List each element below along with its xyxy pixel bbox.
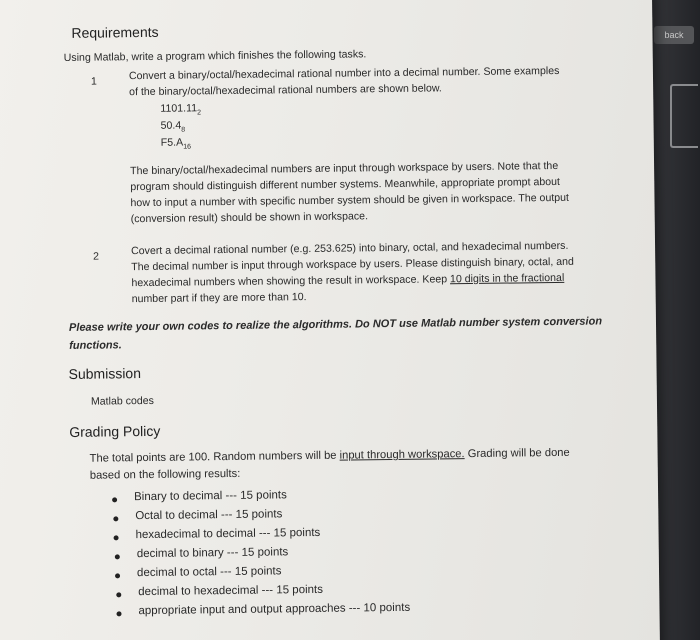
grading-para-line-2: based on the following results: — [89, 467, 241, 482]
bullet-dot — [113, 516, 118, 521]
grading-bullet: decimal to hexadecimal --- 15 points — [116, 584, 323, 599]
grading-bullet: decimal to octal --- 15 points — [115, 565, 282, 579]
bullet-dot — [115, 573, 120, 578]
grading-para-line-1: The total points are 100. Random numbers will be input through workspace. Grading will be done — [89, 446, 570, 465]
example-hex: $F5.A_{16}$ — [160, 136, 192, 151]
requirements-intro: Using Matlab, write a program which finishes the following tasks. — [63, 48, 367, 64]
bullet-dot — [116, 611, 121, 616]
fractional-digits-underline: 10 digits in the fractional — [449, 271, 565, 286]
grading-bullet: Binary to decimal --- 15 points — [112, 489, 287, 503]
grading-bullet: decimal to binary --- 15 points — [115, 546, 289, 560]
grading-bullet: appropriate input and output approaches --- 10 points — [116, 602, 410, 618]
item-1-para-line-2: program should distinguish different number systems. Meanwhile, appropriate prompt about — [130, 175, 561, 194]
input-through-workspace-underline: input through workspace. — [339, 448, 465, 462]
monitor-slot — [670, 84, 698, 148]
bullet-dot — [116, 592, 121, 597]
bullet-dot — [112, 497, 117, 502]
grading-bullet: Octal to decimal --- 15 points — [113, 508, 282, 522]
item-1-line-1: Convert a binary/octal/hexadecimal rational number into a decimal number. Some examples — [128, 64, 560, 83]
submission-text: Matlab codes — [90, 394, 154, 408]
item-1-para-line-1: The binary/octal/hexadecimal numbers are input through workspace by users. Note that the — [130, 159, 559, 178]
grading-bullet: hexadecimal to decimal --- 15 points — [113, 527, 320, 542]
item-1-line-2: of the binary/octal/hexadecimal rational numbers are shown below. — [129, 82, 442, 99]
item-2-line-2: The decimal number is input through workspace by users. Please distinguish binary, octal, and — [131, 255, 574, 274]
item-2-line-1: Covert a decimal rational number (e.g. 253.625) into binary, octal, and hexadecimal numbers. — [131, 239, 569, 258]
example-octal: $50.4_8$ — [160, 119, 186, 134]
bullet-dot — [115, 554, 120, 559]
item-2-number: 2 — [93, 250, 100, 263]
item-1-number: 1 — [90, 75, 97, 88]
item-1-para-line-4: (conversion result) should be shown in workspace. — [130, 210, 369, 226]
item-2-line-3: hexadecimal numbers when showing the result in workspace. Keep 10 digits in the fractional — [131, 271, 565, 290]
bullet-dot — [114, 535, 119, 540]
note-line-2: functions. — [69, 339, 122, 352]
back-button[interactable]: back — [654, 26, 694, 44]
grading-heading: Grading Policy — [69, 422, 161, 440]
note-line-1: Please write your own codes to realize the algorithms. Do NOT use Matlab number system conversion — [68, 315, 603, 334]
example-binary: $1101.11_2$ — [160, 102, 202, 117]
requirements-heading: Requirements — [71, 23, 159, 41]
item-1-para-line-3: how to input a number with specific number system should be given in workspace. The output — [130, 191, 570, 210]
submission-heading: Submission — [68, 365, 142, 382]
item-2-line-4: number part if they are more than 10. — [131, 291, 307, 306]
